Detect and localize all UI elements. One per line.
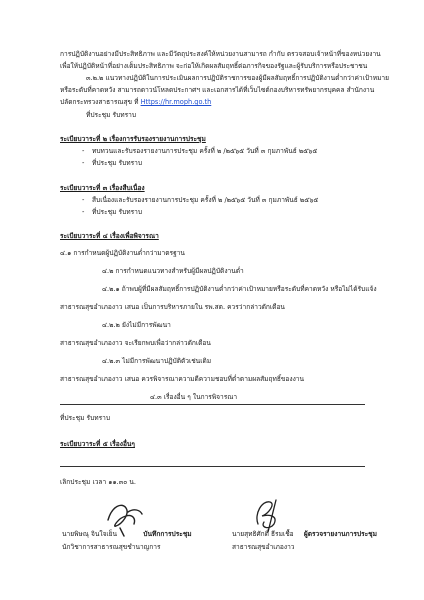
agenda-2-item-2: ที่ประชุม รับทราบ [92, 159, 143, 167]
agenda-2-item-1: ทบทวนและรับรองรายงานการประชุม ครั้งที่ ๒ /๒๕๖๕ วันที่ ๓ กุมภาพันธ์ ๒๕๖๕ [92, 147, 318, 155]
left-signer-role: บันทึกการประชุม [143, 530, 192, 538]
right-signer-name: นายสุทธิศักดิ์ ธีรมเชื้อ [232, 530, 294, 538]
agenda-4-line-6: สาธารณสุขอำเภองาว จะเรียกพบเพื่อว่ากล่าวตักเตือน [60, 339, 211, 347]
para-line-3: ๓.๒.๒ แนวทางปฏิบัติในการประเมินผลการปฏิบัติราชการของผู้มีผลสัมฤทธิ์การปฏิบัติงานต่ำกว่าค่าเป้าหมาย [86, 74, 389, 82]
agenda-4-rule [60, 404, 365, 405]
agenda-5-rule [60, 466, 365, 467]
para-line-5 [60, 98, 211, 107]
agenda-5-heading: ระเบียบวาระที่ ๕ เรื่องอื่นๆ [60, 440, 135, 448]
agenda-4-ack: ที่ประชุม รับทราบ [60, 414, 111, 422]
agenda-3-bullet-1: - [82, 196, 85, 204]
hr-moph-link[interactable]: Https://hr.moph.go.th [140, 98, 212, 106]
para-line-5-text: ปลัดกระทรวงสาธารณสุข ที่ [60, 98, 141, 106]
para-line-1: การปฏิบัติงานอย่างมีประสิทธิภาพ และมีวัตถุประสงค์ให้หน่วยงานสามารถ กำกับ ตรวจสอบเจ้าหน้าที่ของหน่วยงาน [60, 50, 381, 58]
agenda-4-line-4: สาธารณสุขอำเภองาว เสนอ เป็นการบริหารภายใน รพ.สต. ควรว่ากล่าวตักเตือน [60, 303, 285, 311]
para-line-4: หรือระดับที่คาดหวัง สามารถดาวน์โหลดประกาศฯ และเอกสารได้ที่เว็บไซต์กองบริหารทรัพยากรบุคคล สำนักงาน [60, 86, 375, 94]
agenda-4-heading: ระเบียบวาระที่ ๔ เรื่องเพื่อพิจารณา [60, 232, 159, 240]
agenda-4-line-7: ๔.๒.๓ ไม่มีการพัฒนาปฏิบัติตัวเช่นเดิม [102, 357, 212, 365]
left-signer-line [62, 530, 192, 539]
agenda-4-line-1: ๔.๑ การกำหนดผู้ปฏิบัติงานต่ำกว่ามาตรฐาน [60, 249, 185, 257]
right-signer-role: ผู้ตรวจรายงานการประชุม [303, 530, 377, 538]
left-signer-title: นักวิชาการสาธารณสุขชำนาญการ [62, 543, 161, 551]
agenda-4-line-2: ๔.๒ การกำหนดแนวทางสำหรับผู้มีผลปฏิบัติงานต่ำ [102, 267, 244, 275]
agenda-4-line-8: สาธารณสุขอำเภองาว เสนอ ควรพิจารณาความดีความชอบที่ต่ำตามผลสัมฤทธิ์ของงาน [60, 375, 305, 383]
right-signer-title: สาธารณสุขอำเภองาว [232, 543, 295, 551]
agenda-3-heading: ระเบียบวาระที่ ๓ เรื่องสืบเนื่อง [60, 184, 145, 192]
agenda-2-bullet-1: - [82, 147, 85, 155]
left-signer-name: นายพิษณุ จินใจเย็น [62, 530, 118, 538]
agenda-4-line-9: ๔.๓ เรื่องอื่น ๆ ในการพิจารณา [150, 393, 238, 401]
adjourn-time: เลิกประชุม เวลา ๑๑.๓๐ น. [60, 478, 136, 486]
para-ack: ที่ประชุม รับทราบ [86, 111, 137, 119]
para-line-2: เพื่อให้ปฏิบัติหน้าที่อย่างเต็มประสิทธิภาพ จะก่อให้เกิดผลสัมฤทธิ์ต่อภารกิจของรัฐและผู้รับบริการหรือประชาชน [60, 62, 368, 70]
agenda-4-line-5: ๔.๒.๒ ยังไม่มีการพัฒนา [102, 321, 171, 329]
right-signer-line [232, 530, 377, 539]
agenda-2-heading: ระเบียบวาระที่ ๒ เรื่องการรับรองรายงานการประชุม [60, 135, 206, 143]
agenda-3-item-1: สืบเนื่องและรับรองรายงานการประชุม ครั้งที่ ๒ /๒๕๖๕ วันที่ ๓ กุมภาพันธ์ ๒๕๖๕ [92, 196, 319, 204]
agenda-4-line-3: ๔.๒.๑ ถ้าพบผู้ที่มีผลสัมฤทธิ์การปฏิบัติงานต่ำกว่าค่าเป้าหมายหรือระดับที่คาดหวัง หรือไม่ได้รับแจ้ง [102, 285, 377, 293]
agenda-2-bullet-2: - [82, 159, 85, 167]
agenda-3-item-2: ที่ประชุม รับทราบ [92, 208, 143, 216]
agenda-3-bullet-2: - [82, 208, 85, 216]
